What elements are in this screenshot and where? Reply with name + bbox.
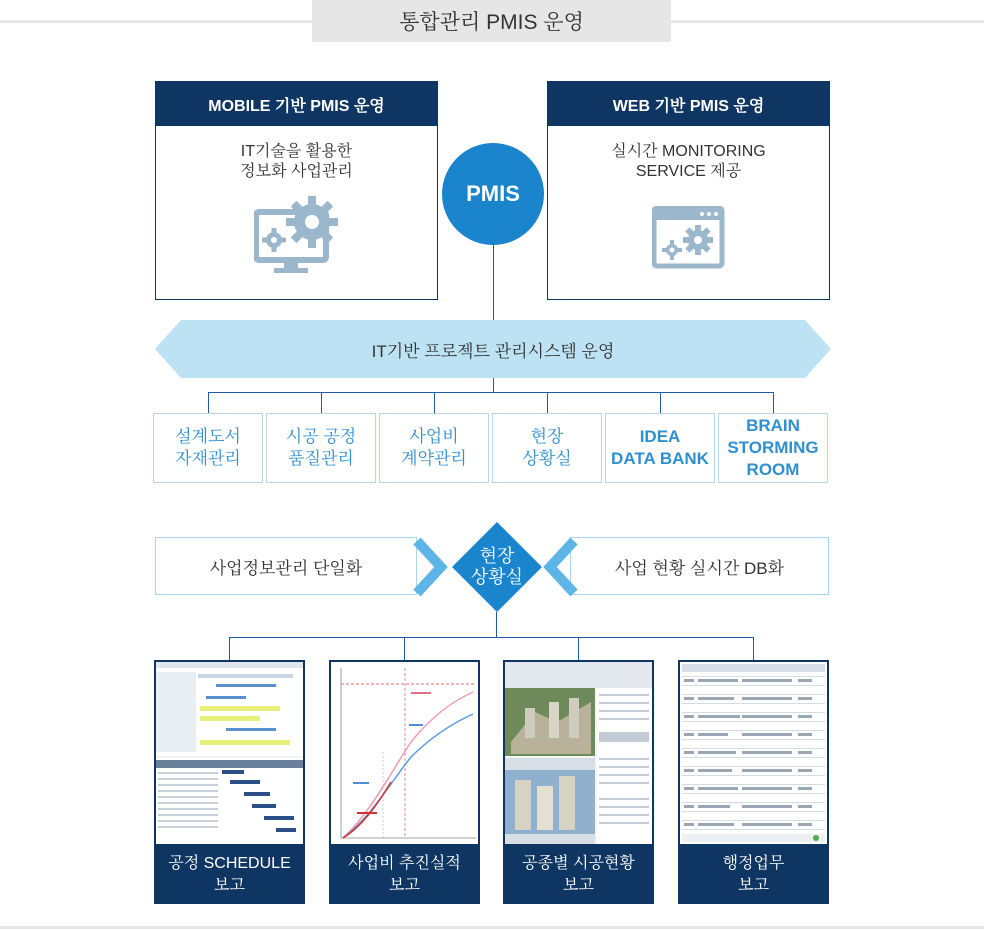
module-site-situation-room: 현장 상황실 — [492, 413, 602, 483]
module-idea-data-bank: IDEA DATA BANK — [605, 413, 715, 483]
chevron-left-icon — [540, 537, 580, 597]
module-design-materials: 설계도서 자재관리 — [153, 413, 263, 483]
card-drop-3 — [578, 637, 579, 660]
budget-chart-thumbnail — [331, 662, 478, 844]
web-pmis-desc: 실시간 MONITORING SERVICE 제공 — [611, 143, 766, 180]
cards-bus — [229, 637, 753, 638]
browser-gears-icon — [652, 206, 726, 270]
pmis-circle: PMIS — [442, 143, 544, 245]
right-info-box: 사업 현황 실시간 DB화 — [570, 537, 829, 595]
admin-table-thumbnail — [680, 662, 827, 844]
card-budget-performance-report — [329, 660, 480, 904]
diamond-label: 현장 상황실 — [470, 546, 524, 587]
top-rule-right — [671, 20, 984, 23]
module-drop-5 — [660, 392, 661, 413]
card-admin-report — [678, 660, 829, 904]
web-pmis-box — [547, 81, 830, 300]
construction-thumbnail — [505, 662, 652, 844]
card-schedule-report — [154, 660, 305, 904]
card-construction-label: 공종별 시공현황 보고 — [522, 855, 635, 894]
module-construction-quality: 시공 공정 품질관리 — [266, 413, 376, 483]
card-drop-1 — [229, 637, 230, 660]
card-schedule-label: 공정 SCHEDULE 보고 — [168, 855, 291, 894]
chevron-right-icon — [413, 537, 453, 597]
banner-text: IT기반 프로젝트 관리시스템 운영 — [371, 341, 615, 361]
module-brainstorming-room: BRAIN STORMING ROOM — [718, 413, 828, 483]
mobile-pmis-desc: IT기술을 활용한 정보화 사업관리 — [240, 143, 353, 180]
connector-diamond-bus — [496, 612, 497, 637]
modules-bus — [208, 392, 774, 393]
connector-banner-bus — [493, 378, 494, 392]
card-construction-status-report — [503, 660, 654, 904]
module-drop-6 — [773, 392, 774, 413]
module-drop-2 — [321, 392, 322, 413]
module-drop-4 — [547, 392, 548, 413]
module-budget-contract: 사업비 계약관리 — [379, 413, 489, 483]
card-budget-label: 사업비 추진실적 보고 — [348, 855, 461, 894]
monitor-gears-icon — [254, 194, 344, 278]
page-title: 통합관리 PMIS 운영 — [312, 0, 671, 42]
schedule-thumbnail — [156, 662, 303, 844]
web-pmis-header: WEB 기반 PMIS 운영 — [548, 82, 829, 126]
bottom-rule — [0, 926, 984, 929]
connector-pmis-banner — [493, 245, 494, 320]
mobile-pmis-box — [155, 81, 438, 300]
top-rule-left — [0, 20, 312, 23]
mobile-pmis-header: MOBILE 기반 PMIS 운영 — [156, 82, 437, 126]
module-drop-3 — [434, 392, 435, 413]
left-info-box: 사업정보관리 단일화 — [155, 537, 417, 595]
module-drop-1 — [208, 392, 209, 413]
card-drop-4 — [753, 637, 754, 660]
card-admin-label: 행정업무 보고 — [722, 855, 785, 894]
card-drop-2 — [404, 637, 405, 660]
